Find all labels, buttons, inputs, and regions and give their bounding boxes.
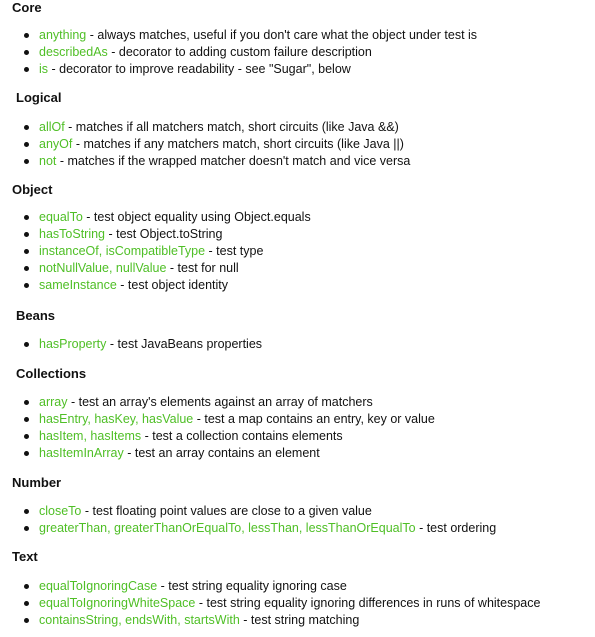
- bullet-icon: [24, 584, 29, 589]
- item-description: - test object equality using Object.equals: [82, 210, 311, 224]
- item-description: - test string matching: [239, 613, 360, 627]
- item-description: - test type: [205, 244, 264, 258]
- bullet-icon: [24, 125, 29, 130]
- matcher-link-not[interactable]: not: [39, 154, 57, 168]
- matcher-link-hasitem[interactable]: hasItem, hasItems: [39, 429, 142, 443]
- bullet-icon: [24, 451, 29, 456]
- item-description: - test for null: [166, 261, 239, 275]
- bullet-icon: [24, 142, 29, 147]
- section-heading: Core: [12, 0, 42, 15]
- matcher-link-equaltoignoringwhitespace[interactable]: equalToIgnoringWhiteSpace: [39, 596, 196, 610]
- bullet-icon: [24, 249, 29, 254]
- bullet-icon: [24, 266, 29, 271]
- item-list: [0, 503, 595, 537]
- item-description: - decorator to adding custom failure description: [107, 45, 372, 59]
- item-list: [0, 27, 595, 78]
- item-list: [0, 336, 595, 353]
- item-description: - test JavaBeans properties: [106, 337, 263, 351]
- section-heading: Logical: [16, 90, 62, 105]
- matcher-link-equaltoignoringcase[interactable]: equalToIgnoringCase: [39, 579, 158, 593]
- matcher-link-sameinstance[interactable]: sameInstance: [39, 278, 117, 292]
- item-description: - test object identity: [116, 278, 228, 292]
- item-description: - test string equality ignoring differences in runs of whitespace: [195, 596, 541, 610]
- item-description: - decorator to improve readability - see "Sugar", below: [48, 62, 351, 76]
- list-item: [0, 503, 595, 520]
- item-description: - test Object.toString: [105, 227, 223, 241]
- item-description: - matches if the wrapped matcher doesn't match and vice versa: [56, 154, 411, 168]
- list-item: [0, 27, 595, 44]
- bullet-icon: [24, 215, 29, 220]
- matcher-link-hasiteminarray[interactable]: hasItemInArray: [39, 446, 124, 460]
- section-heading: Object: [12, 182, 53, 197]
- item-description: - test an array contains an element: [123, 446, 320, 460]
- matcher-link-greaterthan[interactable]: greaterThan, greaterThanOrEqualTo, lessThan, lessThanOrEqualTo: [39, 521, 416, 535]
- list-item: [0, 336, 595, 353]
- list-item: [0, 394, 595, 411]
- list-item: [0, 119, 595, 136]
- matcher-link-anything[interactable]: anything: [39, 28, 87, 42]
- section-beans: [0, 308, 595, 353]
- matcher-link-allof[interactable]: allOf: [39, 120, 65, 134]
- matcher-link-describedas[interactable]: describedAs: [39, 45, 108, 59]
- bullet-icon: [24, 342, 29, 347]
- item-list: [0, 578, 595, 629]
- item-list: [0, 119, 595, 170]
- item-description: - test string equality ignoring case: [157, 579, 347, 593]
- matcher-link-hastostring[interactable]: hasToString: [39, 227, 106, 241]
- bullet-icon: [24, 417, 29, 422]
- bullet-icon: [24, 509, 29, 514]
- list-item: [0, 520, 595, 537]
- list-item: [0, 428, 595, 445]
- bullet-icon: [24, 618, 29, 623]
- list-item: [0, 578, 595, 595]
- matcher-link-array[interactable]: array: [39, 395, 68, 409]
- item-description: - matches if all matchers match, short circuits (like Java &&): [64, 120, 399, 134]
- section-number: [0, 475, 595, 537]
- item-list: [0, 394, 595, 462]
- bullet-icon: [24, 67, 29, 72]
- item-description: - test an array's elements against an array of matchers: [67, 395, 373, 409]
- matcher-link-containsstring[interactable]: containsString, endsWith, startsWith: [39, 613, 240, 627]
- section-object: [0, 182, 595, 294]
- bullet-icon: [24, 232, 29, 237]
- item-description: - test ordering: [415, 521, 497, 535]
- bullet-icon: [24, 601, 29, 606]
- matcher-link-notnullvalue[interactable]: notNullValue, nullValue: [39, 261, 167, 275]
- section-heading: Number: [12, 475, 62, 490]
- list-item: [0, 445, 595, 462]
- list-item: [0, 595, 595, 612]
- matcher-link-closeto[interactable]: closeTo: [39, 504, 82, 518]
- section-logical: [0, 90, 595, 170]
- list-item: [0, 209, 595, 226]
- list-item: [0, 612, 595, 629]
- section-collections: [0, 366, 595, 462]
- matcher-link-instanceof[interactable]: instanceOf, isCompatibleType: [39, 244, 206, 258]
- matcher-link-equalto[interactable]: equalTo: [39, 210, 83, 224]
- item-description: - matches if any matchers match, short circuits (like Java ||): [72, 137, 404, 151]
- bullet-icon: [24, 283, 29, 288]
- list-item: [0, 61, 595, 78]
- list-item: [0, 243, 595, 260]
- matcher-link-hasentry[interactable]: hasEntry, hasKey, hasValue: [39, 412, 194, 426]
- list-item: [0, 260, 595, 277]
- bullet-icon: [24, 33, 29, 38]
- bullet-icon: [24, 159, 29, 164]
- matcher-link-anyof[interactable]: anyOf: [39, 137, 73, 151]
- bullet-icon: [24, 434, 29, 439]
- bullet-icon: [24, 526, 29, 531]
- section-heading: Beans: [16, 308, 56, 323]
- list-item: [0, 277, 595, 294]
- bullet-icon: [24, 400, 29, 405]
- section-heading: Text: [12, 549, 38, 564]
- list-item: [0, 153, 595, 170]
- item-description: - test a map contains an entry, key or value: [193, 412, 435, 426]
- item-description: - test floating point values are close to a given value: [81, 504, 372, 518]
- matcher-link-hasproperty[interactable]: hasProperty: [39, 337, 107, 351]
- list-item: [0, 136, 595, 153]
- section-heading: Collections: [16, 366, 87, 381]
- item-description: - always matches, useful if you don't care what the object under test is: [86, 28, 478, 42]
- bullet-icon: [24, 50, 29, 55]
- matcher-link-is[interactable]: is: [39, 62, 49, 76]
- section-core: [0, 0, 595, 78]
- item-list: [0, 209, 595, 294]
- item-description: - test a collection contains elements: [141, 429, 343, 443]
- list-item: [0, 44, 595, 61]
- list-item: [0, 411, 595, 428]
- section-text: [0, 549, 595, 629]
- list-item: [0, 226, 595, 243]
